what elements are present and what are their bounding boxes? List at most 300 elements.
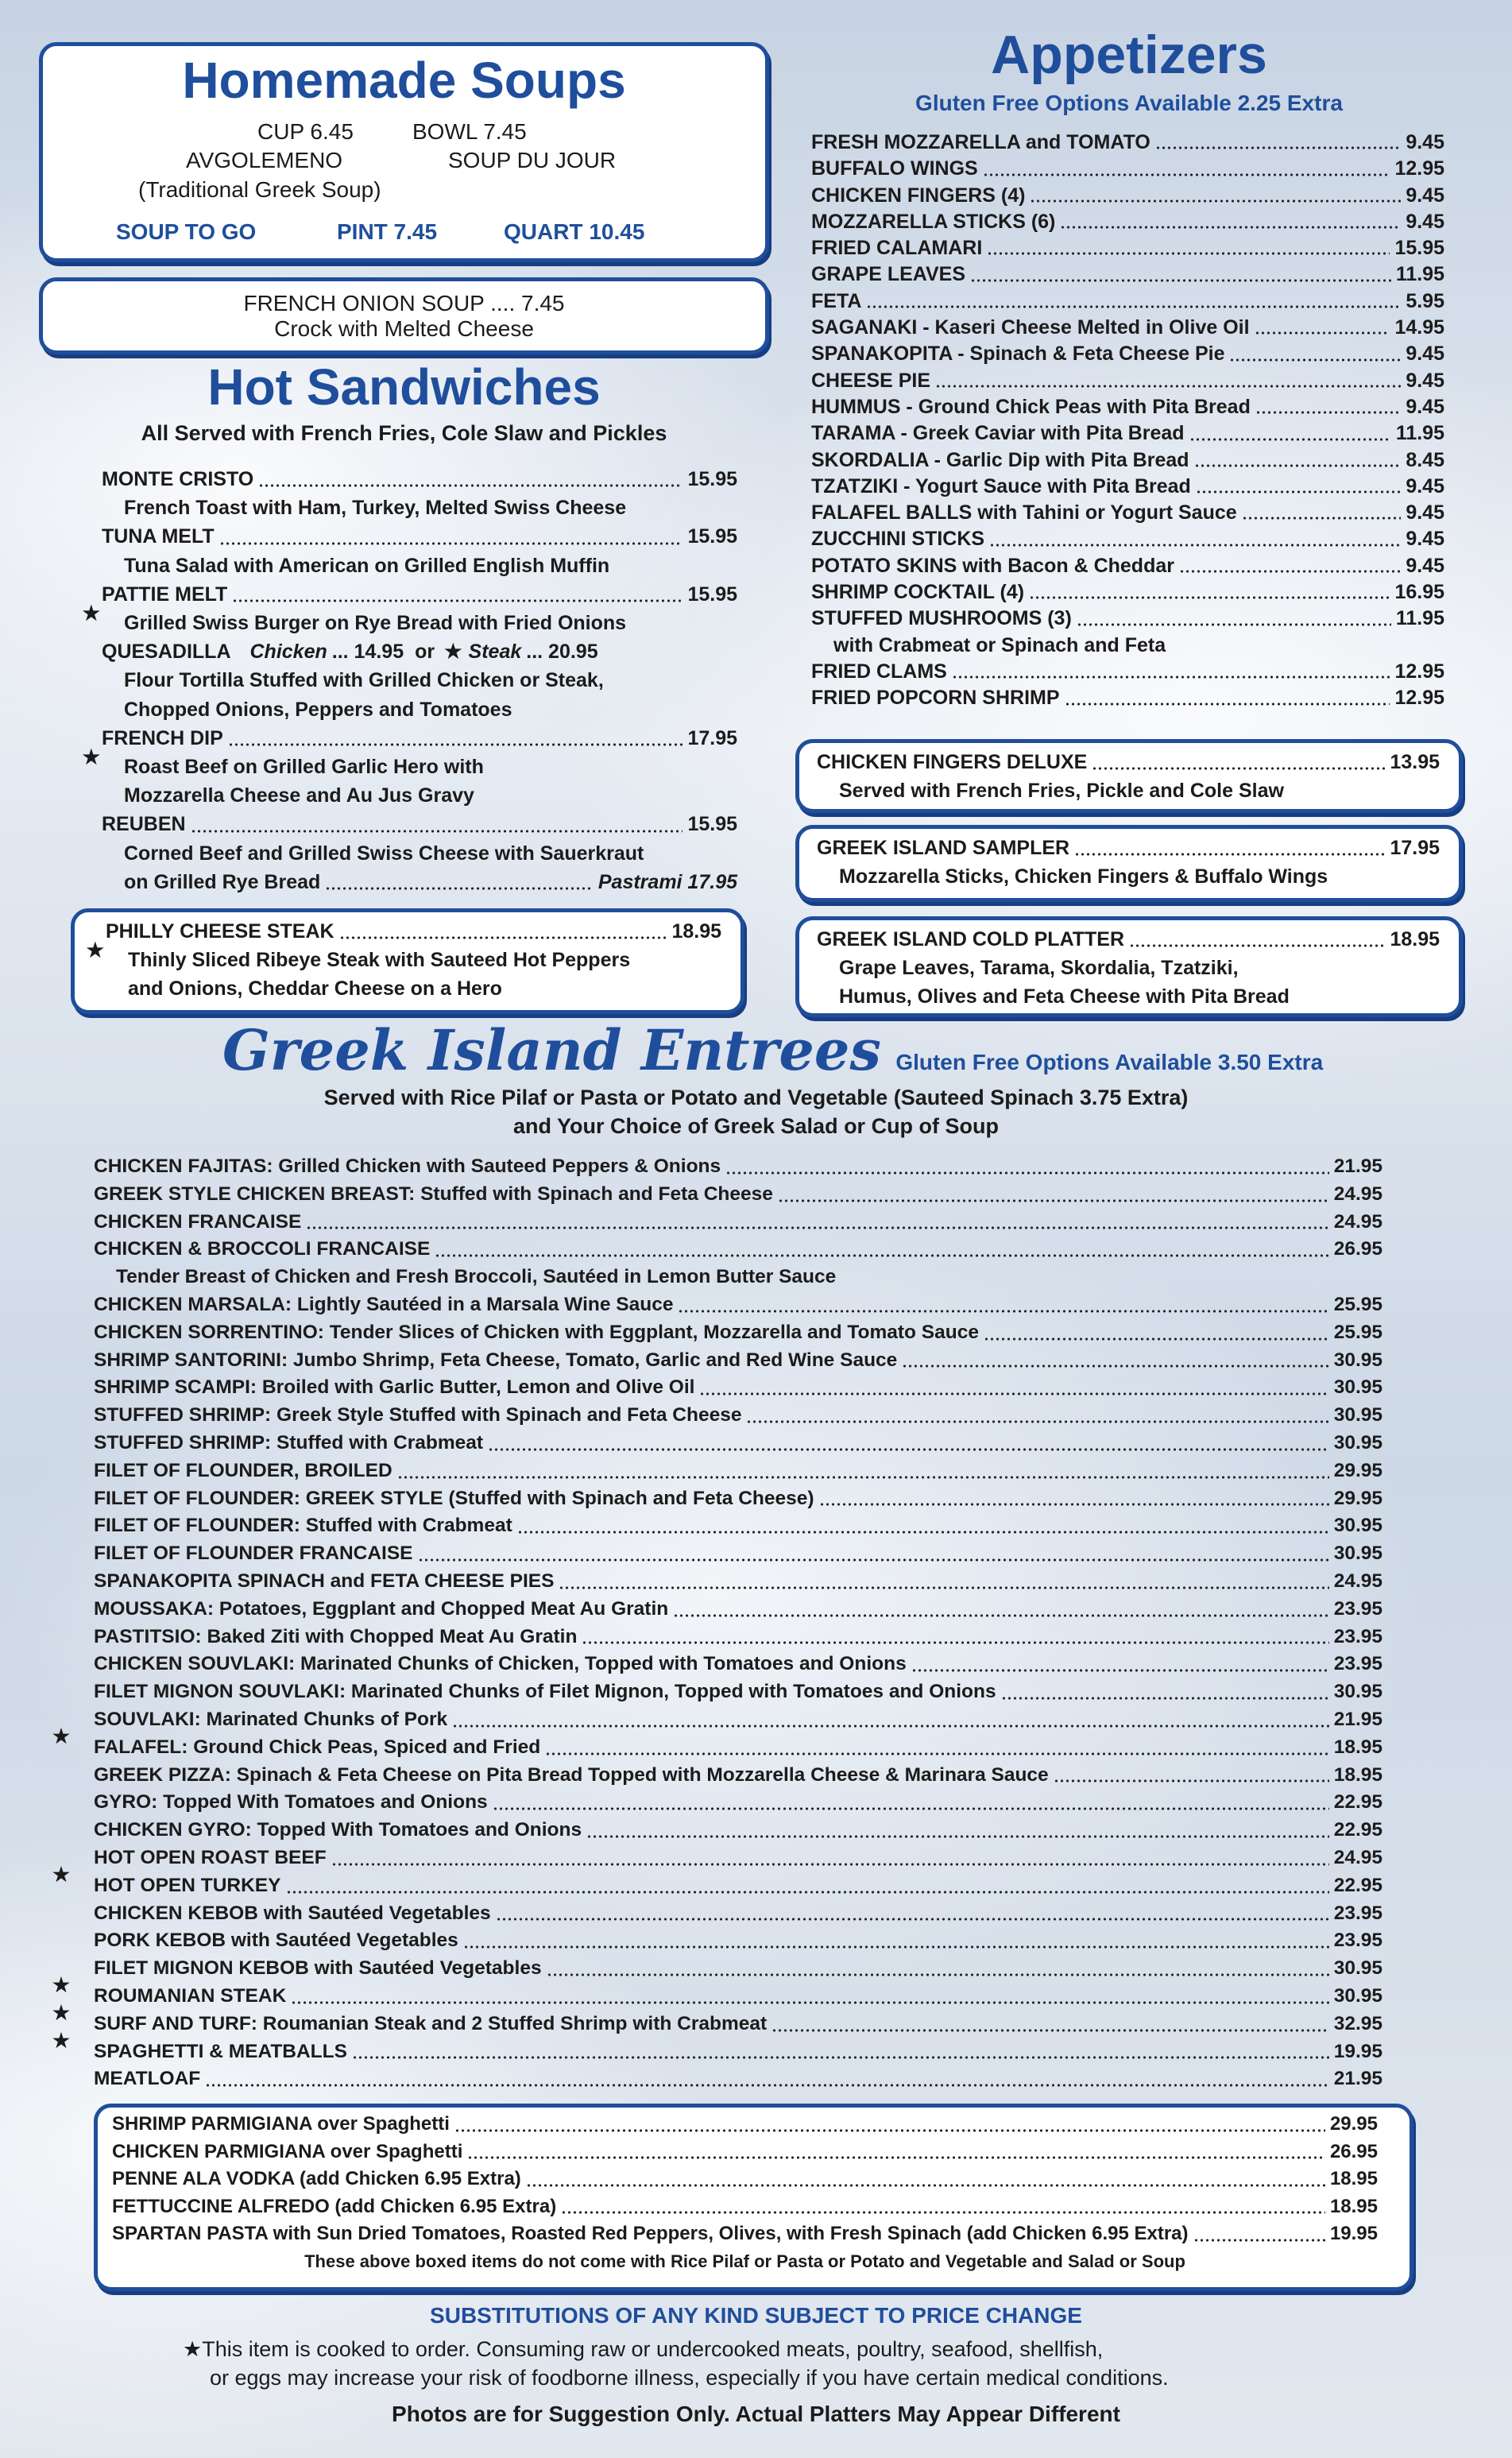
menu-item — [112, 2166, 1378, 2193]
star-icon: ★ — [86, 939, 104, 962]
item-desc: Tuna Salad with American on Grilled English Muffin — [124, 554, 610, 577]
item-desc: on Grilled Rye Bread — [124, 870, 321, 893]
item-name: STUFFED SHRIMP: Greek Style Stuffed with Spinach and Feta Cheese — [94, 1404, 742, 1426]
dot-leader — [418, 1558, 1329, 1562]
item-name: FALAFEL BALLS with Tahini or Yogurt Sauce — [811, 501, 1237, 525]
item-name: TARAMA - Greek Caviar with Pita Bread — [811, 422, 1185, 445]
item-price: 30.95 — [1333, 1984, 1382, 2007]
pint-price: PINT 7.45 — [337, 219, 438, 244]
menu-item — [811, 500, 1444, 526]
dot-leader — [397, 1475, 1329, 1480]
dot-leader — [467, 2155, 1325, 2160]
item-name: PATTIE MELT — [102, 583, 228, 606]
item-name: CHEESE PIE — [811, 369, 931, 392]
menu-item — [94, 1678, 1382, 1706]
soups-title: Homemade Soups — [182, 52, 626, 109]
item-name: SURF AND TURF: Roumanian Steak and 2 Stuffed Shrimp with Crabmeat — [94, 2012, 768, 2034]
item-price: 18.95 — [1329, 2195, 1378, 2217]
dot-leader — [586, 1834, 1329, 1839]
item-price: 18.95 — [1333, 1763, 1382, 1786]
dot-leader — [1229, 358, 1401, 362]
item-price: 5.95 — [1406, 289, 1444, 312]
item-name: CHICKEN FINGERS DELUXE — [817, 751, 1088, 773]
dot-leader — [1129, 943, 1385, 948]
item-price: 21.95 — [1333, 1155, 1382, 1177]
menu-item — [811, 156, 1444, 182]
menu-item — [94, 1457, 1382, 1485]
item-name: CHICKEN GYRO: Topped With Tomatoes and Onions — [94, 1819, 582, 1841]
menu-item — [811, 130, 1444, 156]
menu-item — [94, 1291, 1382, 1319]
item-name: FILET OF FLOUNDER: GREEK STYLE (Stuffed with Spinach and Feta Cheese) — [94, 1487, 814, 1509]
item-price: 29.95 — [1333, 1487, 1382, 1509]
menu-item — [94, 1789, 1382, 1817]
item-price: 8.45 — [1406, 448, 1444, 471]
star-icon: ★ — [52, 1975, 70, 1997]
item-name: CHICKEN MARSALA: Lightly Sautéed in a Marsala Wine Sauce — [94, 1293, 674, 1315]
french-onion-box — [39, 277, 769, 354]
dot-leader — [984, 1337, 1329, 1341]
dot-leader — [935, 384, 1401, 389]
item-price: 24.95 — [1333, 1210, 1382, 1233]
menu-item — [811, 261, 1444, 288]
item-desc: Humus, Olives and Feta Cheese with Pita Bread — [839, 985, 1290, 1008]
avgolemeno-note: (Traditional Greek Soup) — [138, 177, 381, 202]
dot-leader — [547, 1972, 1329, 1977]
item-price: 23.95 — [1333, 1597, 1382, 1620]
menu-item — [811, 209, 1444, 235]
item-name: PENNE ALA VODKA (add Chicken 6.95 Extra) — [112, 2168, 521, 2189]
quart-price: QUART 10.45 — [504, 219, 645, 244]
dot-leader — [1179, 569, 1401, 574]
item-name: CHICKEN FAJITAS: Grilled Chicken with Sauteed Peppers & Onions — [94, 1155, 721, 1177]
quesadilla-or: or — [415, 641, 435, 664]
greek-island-cold-platter-box — [795, 916, 1463, 1017]
item-price: 9.45 — [1406, 369, 1444, 392]
item-price: 30.95 — [1333, 1376, 1382, 1399]
item-name: SKORDALIA - Garlic Dip with Pita Bread — [811, 448, 1189, 471]
menu-item — [94, 1872, 1382, 1900]
item-name: SPANAKOPITA - Spinach & Feta Cheese Pie — [811, 343, 1225, 366]
item-desc: Tender Breast of Chicken and Fresh Broccoli, Sautéed in Lemon Butter Sauce — [116, 1266, 837, 1288]
item-price: 32.95 — [1333, 2012, 1382, 2034]
dot-leader — [866, 304, 1401, 309]
dot-leader — [526, 2183, 1325, 2188]
item-name: HUMMUS - Ground Chick Peas with Pita Bread — [811, 395, 1251, 418]
item-price: 30.95 — [1333, 1431, 1382, 1454]
dot-leader — [258, 483, 683, 488]
dot-leader — [1060, 225, 1401, 230]
entrees-title: Greek Island Entrees — [222, 1017, 881, 1083]
item-name: FRIED POPCORN SHRIMP — [811, 687, 1060, 710]
item-price: 18.95 — [1329, 2168, 1378, 2189]
soup-to-go: SOUP TO GO — [116, 219, 257, 244]
item-name: PASTITSIO: Baked Ziti with Chopped Meat Au Gratin — [94, 1625, 578, 1647]
menu-item — [811, 553, 1444, 579]
item-price: 12.95 — [1394, 660, 1444, 683]
item-name: SPARTAN PASTA with Sun Dried Tomatoes, Roasted Red Peppers, Olives, with Fresh Spinach (add Chicken 6.95 Extra) — [112, 2223, 1189, 2244]
soups-box — [39, 42, 769, 262]
dot-leader — [673, 1613, 1328, 1618]
star-icon: ★ — [52, 2030, 70, 2052]
french-onion-line: FRENCH ONION SOUP .... 7.45 — [243, 291, 565, 315]
dot-leader — [517, 1530, 1329, 1535]
item-name: FILET OF FLOUNDER FRANCAISE — [94, 1543, 413, 1565]
entrees-served-2: and Your Choice of Greek Salad or Cup of Soup — [512, 1114, 1000, 1138]
item-name: SPAGHETTI & MEATBALLS — [94, 2040, 347, 2062]
dot-leader — [1255, 331, 1390, 335]
item-price: 11.95 — [1395, 263, 1444, 286]
menu-item — [94, 1347, 1382, 1375]
item-name: FILET OF FLOUNDER: Stuffed with Crabmeat — [94, 1515, 512, 1537]
item-name: PORK KEBOB with Sautéed Vegetables — [94, 1930, 458, 1952]
menu-item — [94, 1596, 1382, 1624]
item-price: 19.95 — [1329, 2223, 1378, 2244]
item-desc: Grilled Swiss Burger on Rye Bread with Fried Onions — [124, 612, 627, 635]
item-price: 24.95 — [1333, 1570, 1382, 1592]
entrees-gluten: Gluten Free Options Available 3.50 Extra — [895, 1050, 1324, 1074]
star-icon: ★ — [52, 1864, 70, 1886]
item-name: ZUCCHINI STICKS — [811, 528, 985, 551]
item-name: FETTUCCINE ALFREDO (add Chicken 6.95 Extra) — [112, 2195, 557, 2217]
dot-leader — [191, 829, 683, 834]
menu-item — [94, 1374, 1382, 1402]
menu-item — [94, 1624, 1382, 1651]
menu-item — [112, 2220, 1378, 2248]
item-price: 9.45 — [1406, 184, 1444, 207]
item-name: FILET MIGNON SOUVLAKI: Marinated Chunks of Filet Mignon, Topped with Tomatoes and Onions — [94, 1681, 996, 1703]
menu-item — [94, 1900, 1382, 1928]
item-price: 9.45 — [1406, 554, 1444, 577]
menu-item — [811, 659, 1444, 685]
entrees-served-1: Served with Rice Pilaf or Pasta or Potato and Vegetable (Sauteed Spinach 3.75 Extra) — [323, 1086, 1189, 1109]
item-price: 9.45 — [1406, 474, 1444, 497]
item-price: 21.95 — [1333, 2068, 1382, 2090]
item-desc: with Crabmeat or Spinach and Feta — [833, 633, 1166, 656]
item-price: 19.95 — [1333, 2040, 1382, 2062]
avgolemeno: AVGOLEMENO — [186, 148, 343, 172]
menu-item — [94, 1651, 1382, 1678]
dot-leader — [1194, 463, 1402, 468]
entrees-header — [222, 1017, 1323, 1083]
item-name: GREEK ISLAND COLD PLATTER — [817, 928, 1125, 950]
dot-leader — [1155, 145, 1401, 150]
dot-leader — [699, 1392, 1328, 1396]
menu-item — [94, 1540, 1382, 1568]
menu-item — [811, 420, 1444, 447]
menu-item — [811, 606, 1444, 632]
item-name: GREEK STYLE CHICKEN BREAST: Stuffed with Spinach and Feta Cheese — [94, 1183, 773, 1205]
item-price: 23.95 — [1333, 1625, 1382, 1647]
item-price: 12.95 — [1394, 157, 1444, 180]
item-name: GREEK PIZZA: Spinach & Feta Cheese on Pita Bread Topped with Mozzarella Cheese & Marinara Sauce — [94, 1763, 1049, 1786]
item-price: 30.95 — [1333, 1404, 1382, 1426]
quesadilla-chicken: Chicken — [249, 641, 327, 664]
dot-leader — [286, 1890, 1329, 1895]
dot-leader — [205, 2083, 1328, 2088]
item-price: 17.95 — [687, 726, 737, 749]
item-desc: Roast Beef on Grilled Garlic Hero with — [124, 756, 484, 779]
item-name: MONTE CRISTO — [102, 468, 254, 490]
item-desc: Flour Tortilla Stuffed with Grilled Chicken or Steak, — [124, 669, 604, 692]
reuben-pastrami — [102, 868, 737, 896]
menu-item — [811, 341, 1444, 367]
item-price: 18.95 — [1390, 928, 1440, 950]
dot-leader — [493, 1806, 1329, 1811]
item-desc: Thinly Sliced Ribeye Steak with Sauteed Hot Peppers — [128, 949, 631, 971]
menu-item — [94, 1734, 1382, 1762]
dot-leader — [1030, 199, 1401, 203]
item-name: MOZZARELLA STICKS (6) — [811, 210, 1056, 233]
menu-item — [112, 2193, 1378, 2221]
dot-leader — [678, 1309, 1328, 1314]
item-price: 25.95 — [1333, 1321, 1382, 1343]
item-desc: and Onions, Cheddar Cheese on a Hero — [128, 977, 502, 1000]
dot-leader — [970, 278, 1391, 283]
item-price: 15.95 — [687, 813, 737, 836]
item-price: 18.95 — [671, 920, 721, 943]
item-name: HOT OPEN ROAST BEEF — [94, 1846, 327, 1868]
star-icon: ★ — [183, 2337, 203, 2361]
item-price: 23.95 — [1333, 1653, 1382, 1675]
photos-note: Photos are for Suggestion Only. Actual Platters May Appear Different — [392, 2402, 1120, 2426]
dot-leader — [454, 2128, 1325, 2133]
item-name: GRAPE LEAVES — [811, 263, 966, 286]
dot-leader — [902, 1364, 1328, 1368]
item-price: 15.95 — [687, 583, 737, 606]
star-icon: ★ — [82, 602, 100, 625]
dot-leader — [452, 1724, 1329, 1728]
dot-leader — [435, 1253, 1328, 1258]
item-name: SAGANAKI - Kaseri Cheese Melted in Olive Oil — [811, 316, 1250, 339]
item-name: SPANAKOPITA SPINACH and FETA CHEESE PIES — [94, 1570, 555, 1592]
dot-leader — [1092, 766, 1385, 771]
menu-item — [811, 394, 1444, 420]
item-price: 11.95 — [1395, 607, 1444, 630]
item-name: CHICKEN SOUVLAKI: Marinated Chunks of Chicken, Topped with Tomatoes and Onions — [94, 1653, 907, 1675]
item-price: 30.95 — [1333, 1681, 1382, 1703]
item-name: CHICKEN SORRENTINO: Tender Slices of Chicken with Eggplant, Mozzarella and Tomato Sauce — [94, 1321, 979, 1343]
dot-leader — [352, 2055, 1329, 2060]
menu-item — [811, 315, 1444, 341]
menu-item — [94, 1236, 1382, 1264]
item-name: FILET MIGNON KEBOB with Sautéed Vegetables — [94, 1957, 542, 1980]
dot-leader — [232, 598, 683, 603]
menu-item — [94, 2038, 1382, 2066]
entree-list — [52, 1153, 1382, 2093]
item-price: 9.45 — [1406, 528, 1444, 551]
menu-item — [811, 474, 1444, 500]
item-price: 22.95 — [1333, 1791, 1382, 1814]
item-name: FRESH MOZZARELLA and TOMATO — [811, 131, 1150, 153]
menu-item — [811, 579, 1444, 606]
item-price: 24.95 — [1333, 1183, 1382, 1205]
item-price: 9.45 — [1406, 343, 1444, 366]
dot-leader — [746, 1419, 1328, 1424]
sandwiches-title: Hot Sandwiches — [207, 358, 601, 416]
appetizers-title: Appetizers — [991, 25, 1267, 85]
menu-item — [94, 1153, 1382, 1181]
item-price: 12.95 — [1394, 687, 1444, 710]
dot-leader — [228, 742, 683, 747]
item-price: 26.95 — [1333, 1238, 1382, 1260]
menu-item — [811, 288, 1444, 315]
menu-item — [811, 447, 1444, 474]
appetizer-list — [811, 130, 1444, 712]
menu-item — [94, 1181, 1382, 1209]
item-name: HOT OPEN TURKEY — [94, 1874, 281, 1896]
item-price: 25.95 — [1333, 1293, 1382, 1315]
item-name: FETA — [811, 289, 862, 312]
item-name: FALAFEL: Ground Chick Peas, Spiced and Fried — [94, 1736, 541, 1758]
dot-leader — [291, 2000, 1328, 2005]
item-name: QUESADILLA — [102, 641, 231, 664]
dot-leader — [725, 1171, 1329, 1175]
warning — [183, 2335, 1169, 2392]
dot-leader — [778, 1198, 1329, 1203]
greek-island-sampler-box — [795, 825, 1463, 902]
dot-leader — [1074, 852, 1385, 857]
item-name: SHRIMP COCKTAIL (4) — [811, 581, 1025, 604]
item-desc: Grape Leaves, Tarama, Skordalia, Tzatziki, — [839, 957, 1239, 979]
philly-box — [71, 908, 744, 1014]
item-price: 30.95 — [1333, 1349, 1382, 1371]
warning-line-1: This item is cooked to order. Consuming raw or undercooked meats, poultry, seafood, shellfish, — [202, 2337, 1104, 2361]
menu-item — [94, 1927, 1382, 1955]
dot-leader — [1189, 437, 1391, 442]
dot-leader — [1242, 516, 1402, 521]
item-name: CHICKEN FINGERS (4) — [811, 184, 1026, 207]
dot-leader — [1196, 490, 1402, 494]
item-name: ROUMANIAN STEAK — [94, 1984, 287, 2007]
item-price: 9.45 — [1406, 395, 1444, 418]
item-price: 26.95 — [1329, 2140, 1378, 2162]
item-price: 18.95 — [1333, 1736, 1382, 1758]
dot-leader — [219, 541, 683, 546]
item-name: FRIED CALAMARI — [811, 237, 983, 260]
pasta-note: These above boxed items do not come with Rice Pilaf or Pasta or Potato and Vegetable and Salad or Soup — [304, 2251, 1185, 2271]
dot-leader — [952, 675, 1390, 679]
item-name: TZATZIKI - Yogurt Sauce with Pita Bread — [811, 474, 1191, 497]
item-price: 21.95 — [1333, 1708, 1382, 1730]
item-name: SHRIMP SCAMPI: Broiled with Garlic Butter, Lemon and Olive Oil — [94, 1376, 695, 1399]
item-desc: Chopped Onions, Peppers and Tomatoes — [124, 698, 512, 721]
menu-item — [94, 1485, 1382, 1513]
item-price: 22.95 — [1333, 1819, 1382, 1841]
item-price: 16.95 — [1394, 581, 1444, 604]
item-name: CHICKEN FRANCAISE — [94, 1210, 302, 1233]
item-price: 30.95 — [1333, 1957, 1382, 1980]
item-name: CHICKEN & BROCCOLI FRANCAISE — [94, 1238, 431, 1260]
dot-leader — [331, 1862, 1329, 1867]
item-price: 9.45 — [1406, 210, 1444, 233]
menu-item — [94, 1430, 1382, 1457]
item-name: FRENCH DIP — [102, 726, 223, 749]
item-price: 15.95 — [687, 525, 737, 548]
item-price: 29.95 — [1329, 2113, 1378, 2135]
dot-leader — [325, 886, 594, 891]
item-desc: Corned Beef and Grilled Swiss Cheese with Sauerkraut — [124, 842, 644, 865]
sandwich-list — [82, 465, 737, 896]
dot-leader — [987, 251, 1390, 256]
dot-leader — [306, 1225, 1328, 1230]
menu-item — [811, 685, 1444, 711]
menu-item — [94, 1568, 1382, 1596]
dot-leader — [771, 2028, 1329, 2033]
star-icon: ★ — [444, 641, 462, 664]
dot-leader — [983, 172, 1390, 177]
pastrami-price: Pastrami 17.95 — [597, 870, 737, 893]
chicken-fingers-deluxe-box — [795, 739, 1463, 813]
item-price: 9.45 — [1406, 501, 1444, 525]
dot-leader — [1065, 702, 1390, 706]
star-icon: ★ — [52, 2002, 70, 2024]
menu-item — [94, 1512, 1382, 1540]
dot-leader — [819, 1502, 1329, 1507]
menu-item — [94, 1762, 1382, 1790]
dot-leader — [545, 1752, 1328, 1756]
dot-leader — [1029, 595, 1390, 600]
quesadilla-steak-price: ... 20.95 — [526, 641, 598, 664]
cup-price: CUP 6.45 — [257, 119, 354, 144]
dot-leader — [582, 1640, 1328, 1645]
menu-item — [817, 925, 1440, 954]
menu-item-quesadilla — [102, 637, 737, 666]
item-desc: Mozzarella Sticks, Chicken Fingers & Buffalo Wings — [839, 865, 1328, 888]
item-name: FILET OF FLOUNDER, BROILED — [94, 1459, 393, 1481]
item-price: 30.95 — [1333, 1515, 1382, 1537]
quesadilla-steak: Steak — [468, 641, 522, 664]
item-name: CHICKEN KEBOB with Sautéed Vegetables — [94, 1902, 491, 1924]
menu-item — [102, 465, 737, 494]
item-price: 29.95 — [1333, 1459, 1382, 1481]
dot-leader — [1077, 622, 1391, 627]
menu-item — [102, 810, 737, 838]
item-name: STUFFED SHRIMP: Stuffed with Crabmeat — [94, 1431, 484, 1454]
appetizers-gluten: Gluten Free Options Available 2.25 Extra — [915, 91, 1343, 115]
quesadilla-chicken-price: ... 14.95 — [331, 641, 404, 664]
bowl-price: BOWL 7.45 — [412, 119, 527, 144]
menu-item — [94, 2065, 1382, 2093]
menu-item — [94, 1319, 1382, 1347]
menu-item — [817, 834, 1440, 862]
dot-leader — [496, 1917, 1329, 1922]
dot-leader — [1255, 410, 1401, 415]
item-price: 13.95 — [1390, 751, 1440, 773]
menu-item — [811, 235, 1444, 261]
pasta-box — [94, 2104, 1413, 2291]
dot-leader — [561, 2210, 1325, 2215]
item-name: FRIED CLAMS — [811, 660, 947, 683]
item-price: 23.95 — [1333, 1930, 1382, 1952]
item-desc: French Toast with Ham, Turkey, Melted Swiss Cheese — [124, 497, 627, 520]
dot-leader — [989, 543, 1401, 548]
item-price: 11.95 — [1395, 422, 1444, 445]
item-price: 30.95 — [1333, 1543, 1382, 1565]
menu-item — [102, 522, 737, 551]
menu-item — [811, 183, 1444, 209]
item-name: POTATO SKINS with Bacon & Cheddar — [811, 554, 1174, 577]
menu-item — [112, 2111, 1378, 2139]
dot-leader — [463, 1945, 1329, 1949]
item-price: 22.95 — [1333, 1874, 1382, 1896]
sandwiches-subtitle: All Served with French Fries, Cole Slaw and Pickles — [141, 421, 667, 445]
item-name: PHILLY CHEESE STEAK — [106, 920, 334, 943]
menu-item — [811, 368, 1444, 394]
item-price: 15.95 — [687, 468, 737, 490]
menu-item — [94, 1817, 1382, 1844]
item-name: CHICKEN PARMIGIANA over Spaghetti — [112, 2140, 463, 2162]
